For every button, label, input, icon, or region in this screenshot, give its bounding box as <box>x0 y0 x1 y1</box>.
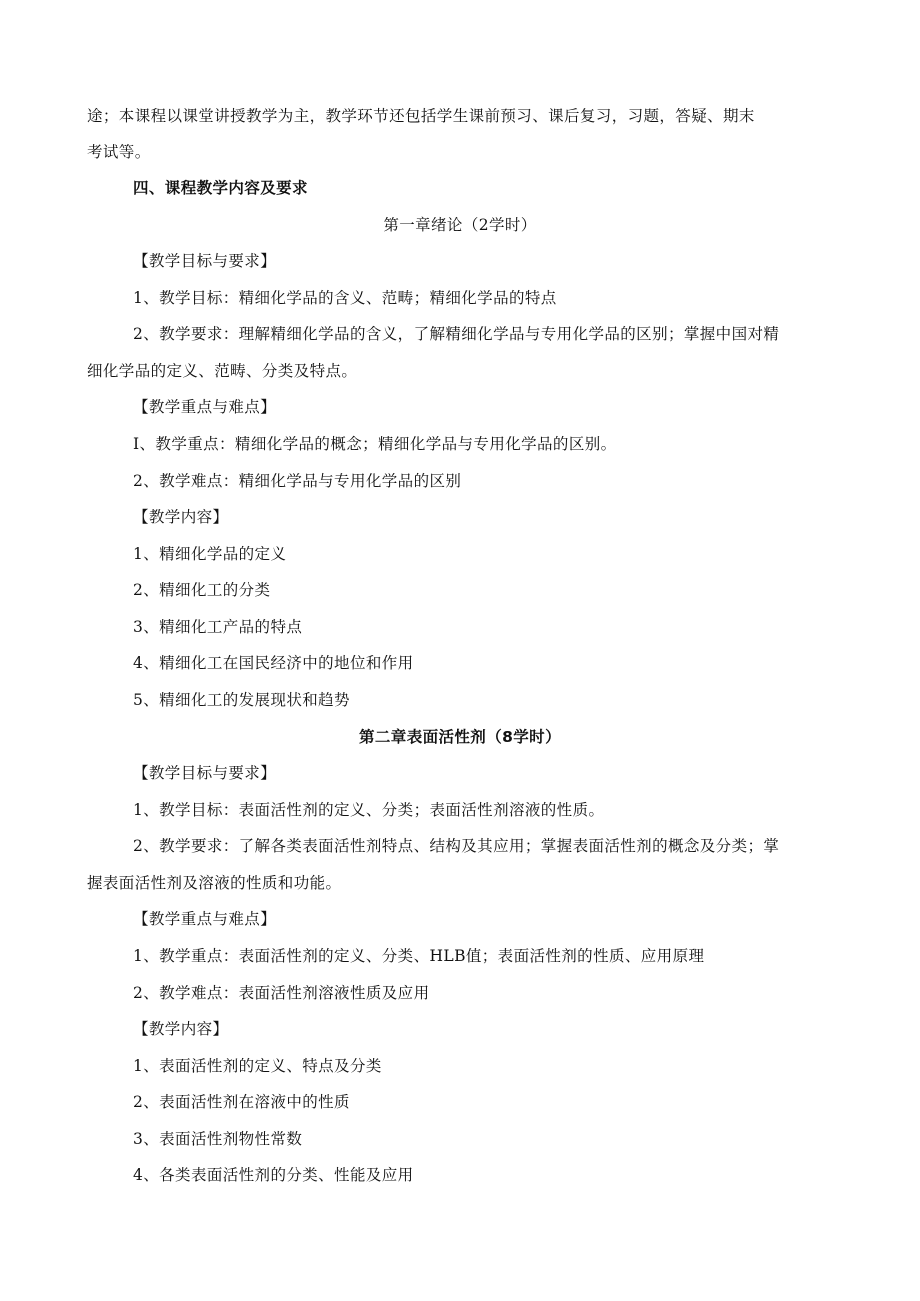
section-heading: 四、课程教学内容及要求 <box>133 179 308 197</box>
chapter-1-goals-heading: 【教学目标与要求】 <box>133 252 277 270</box>
chapter-2-key-2: 2、教学难点：表面活性剂溶液性质及应用 <box>133 984 430 1002</box>
chapter-2-goal-1: 1、教学目标：表面活性剂的定义、分类；表面活性剂溶液的性质。 <box>133 801 605 819</box>
chapter-2-content-item: 2、表面活性剂在溶液中的性质 <box>133 1093 350 1111</box>
chapter-2-goal-2-line-1: 2、教学要求：了解各类表面活性剂特点、结构及其应用；掌握表面活性剂的概念及分类；掌 <box>133 837 780 855</box>
chapter-1-content-item: 1、精细化学品的定义 <box>133 545 287 563</box>
chapter-2-title: 第二章表面活性剂（8学时） <box>359 728 561 746</box>
chapter-1-content-heading: 【教学内容】 <box>133 508 229 526</box>
chapter-1-goal-1: 1、教学目标：精细化学品的含义、范畴；精细化学品的特点 <box>133 289 557 307</box>
chapter-2-content-heading: 【教学内容】 <box>133 1020 229 1038</box>
chapter-1-content-item: 5、精细化工的发展现状和趋势 <box>133 691 350 709</box>
chapter-2-goals-heading: 【教学目标与要求】 <box>133 764 277 782</box>
chapter-2-key-1: 1、教学重点：表面活性剂的定义、分类、HLB值；表面活性剂的性质、应用原理 <box>133 947 705 965</box>
intro-line-2: 考试等。 <box>87 143 151 161</box>
chapter-2-content-item: 1、表面活性剂的定义、特点及分类 <box>133 1057 382 1075</box>
chapter-1-content-item: 4、精细化工在国民经济中的地位和作用 <box>133 654 414 672</box>
intro-line-1: 途；本课程以课堂讲授教学为主，教学环节还包括学生课前预习、课后复习，习题，答疑、期末 <box>87 107 755 125</box>
chapter-2-goal-2-line-2: 握表面活性剂及溶液的性质和功能。 <box>87 874 342 892</box>
chapter-1-key-1: I、教学重点：精细化学品的概念；精细化学品与专用化学品的区别。 <box>133 435 617 453</box>
chapter-1-key-heading: 【教学重点与难点】 <box>133 398 277 416</box>
chapter-2-content-item: 3、表面活性剂物性常数 <box>133 1130 303 1148</box>
chapter-2-content-item: 4、各类表面活性剂的分类、性能及应用 <box>133 1166 414 1184</box>
chapter-1-content-item: 3、精细化工产品的特点 <box>133 618 303 636</box>
chapter-1-content-item: 2、精细化工的分类 <box>133 581 271 599</box>
chapter-1-title: 第一章绪论（2学时） <box>383 216 537 234</box>
chapter-1-goal-2-line-1: 2、教学要求：理解精细化学品的含义，了解精细化学品与专用化学品的区别；掌握中国对精 <box>133 325 780 343</box>
chapter-1-goal-2-line-2: 细化学品的定义、范畴、分类及特点。 <box>87 362 358 380</box>
chapter-1-key-2: 2、教学难点：精细化学品与专用化学品的区别 <box>133 472 462 490</box>
chapter-2-key-heading: 【教学重点与难点】 <box>133 910 277 928</box>
